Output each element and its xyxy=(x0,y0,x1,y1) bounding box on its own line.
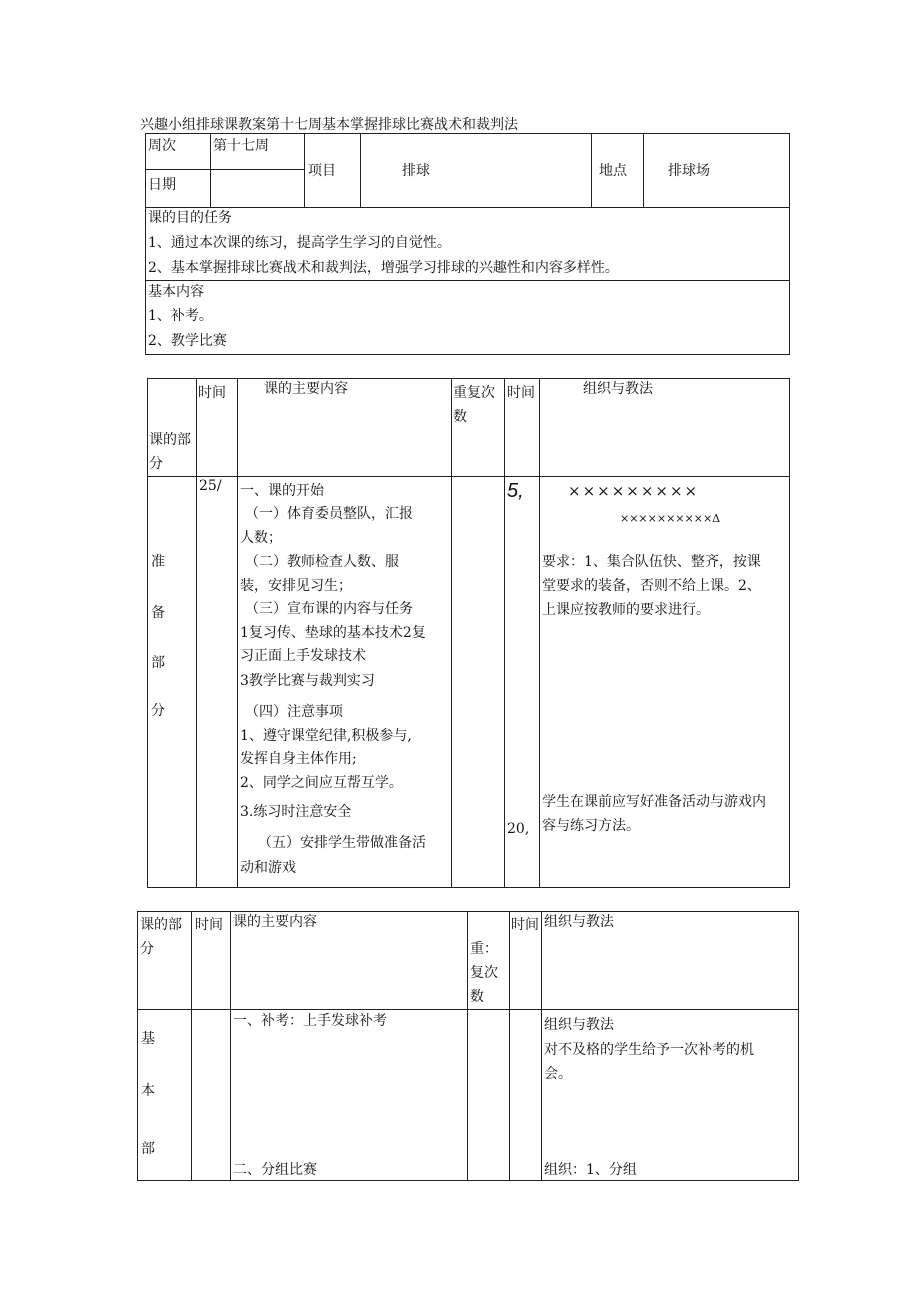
formation-row-1: ××××××××× xyxy=(568,482,700,500)
t1-main-line: 习正面上手发球技术 xyxy=(240,648,366,664)
content-title: 基本内容 xyxy=(148,284,204,300)
project-label: 项目 xyxy=(308,163,336,179)
t1-header-repeat-2: 数 xyxy=(453,409,467,425)
place-value: 排球场 xyxy=(668,163,710,179)
t1-main-line: （四）注意事项 xyxy=(245,704,343,720)
t1-section-char: 分 xyxy=(151,703,165,719)
t1-main-line: 发挥自身主体作用; xyxy=(240,751,357,767)
place-label: 地点 xyxy=(599,163,627,179)
t1-header-main: 课的主要内容 xyxy=(264,381,348,397)
t2-org-line: 会。 xyxy=(544,1066,572,1082)
t1-main-line: 动和游戏 xyxy=(240,860,296,876)
t1-header-time2: 时间 xyxy=(507,385,535,401)
t1-main-line: 人数； xyxy=(240,530,282,546)
t1-time2-value-a: 5, xyxy=(507,480,524,502)
t2-org-line: 组织：1、分组 xyxy=(544,1162,637,1178)
t2-header-section-1: 课的部 xyxy=(140,917,182,933)
t2-header-main: 课的主要内容 xyxy=(233,914,317,930)
t1-main-line: （一）体育委员整队，汇报 xyxy=(245,506,413,522)
content-item-2: 2、教学比赛 xyxy=(148,333,227,349)
t1-main-line: （五）安排学生带做准备活 xyxy=(258,835,426,851)
date-label: 日期 xyxy=(148,177,176,193)
goal-item-2: 2、基本掌握排球比赛战术和裁判法，增强学习排球的兴趣性和内容多样性。 xyxy=(148,260,619,276)
t1-main-line: （二）教师检查人数、服 xyxy=(245,554,399,570)
t1-main-line: 1、遵守课堂纪律,积极参与, xyxy=(240,728,412,744)
t1-main-line: （三）宣布课的内容与任务 xyxy=(245,601,413,617)
t1-header-repeat-1: 重复次 xyxy=(453,385,495,401)
t2-section-char: 部 xyxy=(141,1141,155,1157)
t1-section-char: 准 xyxy=(151,554,165,570)
t1-section-char: 部 xyxy=(151,655,165,671)
t2-header-repeat-3: 数 xyxy=(470,989,484,1005)
t1-main-line: 3教学比赛与裁判实习 xyxy=(240,673,375,689)
t2-header-repeat-2: 复次 xyxy=(470,965,498,981)
t2-header-section-2: 分 xyxy=(140,941,154,957)
t1-org-line: 容与练习方法。 xyxy=(542,818,640,834)
content-item-1: 1、补考。 xyxy=(148,308,213,324)
t2-org-line: 组织与教法 xyxy=(544,1017,614,1033)
t1-section-char: 备 xyxy=(151,605,165,621)
t1-main-line: 2、同学之间应互帮互学。 xyxy=(240,775,403,791)
t2-main-line: 一、补考：上手发球补考 xyxy=(233,1013,387,1029)
t2-section-char: 本 xyxy=(141,1083,155,1099)
t2-org-line: 对不及格的学生给予一次补考的机 xyxy=(544,1042,754,1058)
t1-header-section-2: 分 xyxy=(149,456,163,472)
t2-main-line: 二、分组比赛 xyxy=(233,1162,317,1178)
t1-time2-value-b: 20, xyxy=(507,821,530,837)
t1-org-line: 学生在课前应写好准备活动与游戏内 xyxy=(542,794,766,810)
t1-main-line: 3.练习时注意安全 xyxy=(240,804,352,820)
project-value: 排球 xyxy=(402,163,430,179)
t1-header-org: 组织与教法 xyxy=(583,381,653,397)
goal-item-1: 1、通过本次课的练习，提高学生学习的自觉性。 xyxy=(148,235,451,251)
formation-row-2: ××××××××××Δ xyxy=(620,512,721,525)
t1-org-line: 要求：1、集合队伍快、整齐，按课 xyxy=(542,554,761,570)
t2-header-repeat-1: 重： xyxy=(470,941,498,957)
t2-header-time: 时间 xyxy=(195,917,223,933)
t1-main-line: 一、课的开始 xyxy=(240,483,324,499)
t2-header-time2: 时间 xyxy=(511,917,539,933)
t2-header-org: 组织与教法 xyxy=(544,914,614,930)
t1-header-section-1: 课的部 xyxy=(149,432,191,448)
goals-title: 课的目的任务 xyxy=(148,210,232,226)
t1-header-time: 时间 xyxy=(198,385,226,401)
t1-main-line: 装，安排见习生； xyxy=(240,578,352,594)
document-title: 兴趣小组排球课教案第十七周基本掌握排球比赛战术和裁判法 xyxy=(140,117,518,133)
t1-org-line: 上课应按教师的要求进行。 xyxy=(542,602,710,618)
week-label: 周次 xyxy=(148,138,176,154)
t1-org-line: 堂要求的装备，否则不给上课。2、 xyxy=(542,578,761,594)
week-value: 第十七周 xyxy=(213,138,269,154)
t1-time-value: 25/ xyxy=(199,478,222,494)
t1-main-line: 1复习传、垫球的基本技术2复 xyxy=(240,625,426,641)
t2-section-char: 基 xyxy=(141,1031,155,1047)
